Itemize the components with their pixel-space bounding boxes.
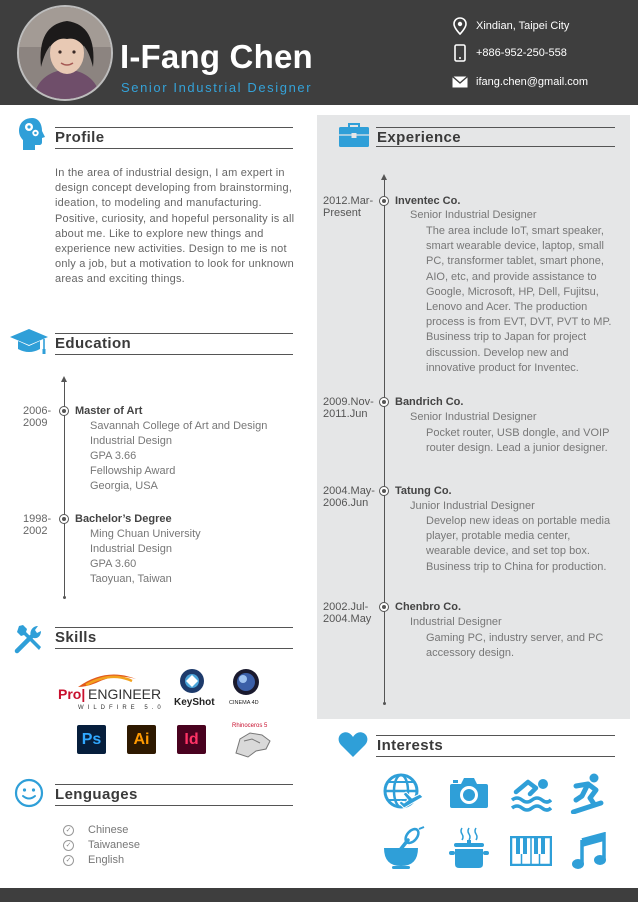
proengineer-logo <box>56 669 166 711</box>
keyshot-logo <box>172 667 216 707</box>
skills-bottom-rule <box>55 648 293 649</box>
contact-email <box>452 72 588 92</box>
profile-heading: Profile <box>55 129 105 146</box>
exp-role: Industrial Designer <box>410 616 502 628</box>
globe-travel-icon <box>382 772 424 814</box>
graduation-cap-icon <box>9 328 49 361</box>
language-item: ✓ English <box>63 854 124 866</box>
exp-description: Gaming PC, industry server, and PC accessory design. <box>426 632 604 660</box>
edu-details: Ming Chuan University Industrial Design GPA 3.60 Taoyuan, Taiwan <box>90 528 201 585</box>
timeline-dot <box>379 602 389 612</box>
interests-top-rule <box>376 735 615 736</box>
experience-bottom-rule <box>376 146 615 147</box>
svg-text:Rhinoceros 5: Rhinoceros 5 <box>232 723 268 729</box>
skills-top-rule <box>55 627 293 628</box>
check-circle-icon: ✓ <box>63 840 74 851</box>
language-item: ✓ Taiwanese <box>63 839 140 851</box>
timeline-dot <box>379 196 389 206</box>
location-pin-icon <box>452 17 468 35</box>
timeline-dot <box>379 486 389 496</box>
header <box>0 0 638 105</box>
smiley-icon <box>14 778 44 813</box>
timeline-dot <box>59 406 69 416</box>
location-text: Xindian, Taipei City <box>476 20 570 32</box>
timeline-dot <box>379 397 389 407</box>
check-circle-icon: ✓ <box>63 855 74 866</box>
exp-company: Bandrich Co. <box>395 396 464 408</box>
exp-company: Chenbro Co. <box>395 601 461 613</box>
experience-top-rule <box>376 127 615 128</box>
briefcase-icon <box>339 123 369 152</box>
education-heading: Education <box>55 335 132 352</box>
heart-icon <box>338 731 368 763</box>
profile-line: In the area of industrial design, I am expert in <box>55 167 285 179</box>
check-circle-icon: ✓ <box>63 825 74 836</box>
contact-location <box>452 16 569 36</box>
edu-date: 2006- 2009 <box>23 405 52 429</box>
exp-date: 2004.May- 2006.Jun <box>323 485 375 509</box>
portrait-photo <box>19 7 113 101</box>
profile-top-rule <box>55 127 293 128</box>
contact-phone <box>452 43 567 63</box>
footer-bar <box>0 888 638 902</box>
music-note-icon <box>572 832 614 874</box>
exp-date: 2012.Mar- Present <box>323 195 374 219</box>
edu-date: 1998- 2002 <box>23 513 52 537</box>
interests-heading: Interests <box>377 737 444 754</box>
job-title: Senior Industrial Designer <box>121 80 313 95</box>
person-name: I-Fang Chen <box>120 38 313 75</box>
education-bottom-rule <box>55 354 293 355</box>
svg-text:CINEMA 4D: CINEMA 4D <box>229 700 259 706</box>
experience-heading: Experience <box>377 129 462 146</box>
phone-text: +886-952-250-558 <box>476 47 567 59</box>
profile-line: only a job, but a motivation to look for unknown <box>55 258 294 271</box>
exp-role: Senior Industrial Designer <box>410 411 537 423</box>
profile-text <box>55 166 300 288</box>
exp-description: Develop new ideas on portable media player, protable media center, wearable device, and set top box. Business trip to China for production. <box>426 515 611 573</box>
profile-line: experience new activities. Design to me is not <box>55 243 287 256</box>
timeline-dot <box>59 514 69 524</box>
exp-role: Junior Industrial Designer <box>410 500 535 512</box>
languages-heading: Lenguages <box>55 786 138 803</box>
profile-line: ideation, to modeling and manufacturing. <box>55 197 262 210</box>
rhinoceros-logo <box>230 719 274 761</box>
profile-line: areas and exciting things. <box>55 273 185 286</box>
exp-date: 2002.Jul- 2004.May <box>323 601 372 625</box>
exp-role: Senior Industrial Designer <box>410 209 537 221</box>
exp-description: The area include IoT, smart speaker, smart wearable device, laptop, small PC, transformer tablet, smart phone, AIO, etc, and provide assistance to Google, Microsoft, HP, Dell, Fujitsu, Lenovo and Acer. The production process is from EVT, DVT, PVT to MP. Business trip to Japan for project discussion. Develop new and innovative product for Inventec. <box>426 225 612 374</box>
languages-bottom-rule <box>55 805 293 806</box>
svg-text:WILDFIRE 5.0: WILDFIRE 5.0 <box>78 705 165 711</box>
email-icon <box>452 73 468 91</box>
edu-degree: Master of Art <box>75 405 143 417</box>
piano-icon <box>510 836 552 878</box>
profile-line: about me. Like to explore new things and <box>55 227 264 240</box>
edu-degree: Bachelor’s Degree <box>75 513 172 525</box>
snowboard-icon <box>566 772 608 814</box>
svg-text:ENGINEER: ENGINEER <box>88 686 162 702</box>
education-timeline-end <box>63 596 66 599</box>
camera-icon <box>448 774 490 816</box>
head-gears-icon <box>18 117 46 156</box>
exp-company: Inventec Co. <box>395 195 461 207</box>
email-text[interactable]: ifang.chen@gmail.com <box>476 76 589 88</box>
education-top-rule <box>55 333 293 334</box>
illustrator-icon: Ai <box>127 725 156 754</box>
experience-timeline <box>384 179 385 704</box>
tools-icon <box>14 622 46 659</box>
photoshop-icon: Ps <box>77 725 106 754</box>
interests-bottom-rule <box>376 756 615 757</box>
profile-bottom-rule <box>55 148 293 149</box>
language-item: ✓ Chinese <box>63 824 128 836</box>
baking-icon <box>382 826 424 868</box>
exp-company: Tatung Co. <box>395 485 452 497</box>
experience-timeline-end <box>383 702 386 705</box>
exp-date: 2009.Nov- 2011.Jun <box>323 396 374 420</box>
profile-line: Positive, curiosity, and hopeful personality is all <box>55 212 295 225</box>
svg-text:Pro|: Pro| <box>58 686 86 702</box>
phone-icon <box>452 44 468 62</box>
indesign-icon: Id <box>177 725 206 754</box>
svg-text:KeyShot: KeyShot <box>174 697 215 707</box>
cinema4d-logo <box>226 667 266 707</box>
exp-description: Pocket router, USB dongle, and VOIP router design. Lead a junior designer. <box>426 427 610 455</box>
profile-line: design concept developing from brainstorming, <box>55 182 293 195</box>
swimming-icon <box>510 774 552 816</box>
cooking-pot-icon <box>448 826 490 868</box>
edu-details: Savannah College of Art and Design Industrial Design GPA 3.66 Fellowship Award Georgia, USA <box>90 420 268 492</box>
languages-top-rule <box>55 784 293 785</box>
skills-heading: Skills <box>55 629 97 646</box>
avatar <box>17 5 113 101</box>
